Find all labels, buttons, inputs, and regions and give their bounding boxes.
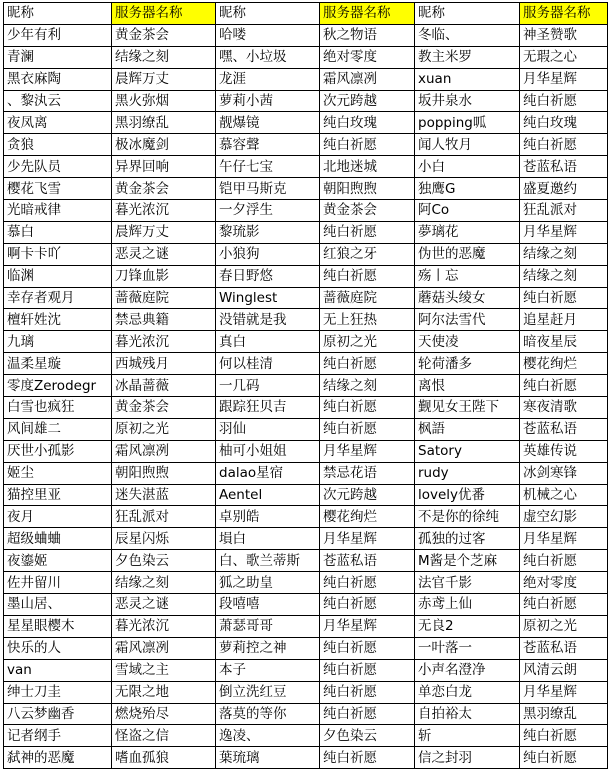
nickname-cell: 铠甲马斯克	[216, 178, 320, 200]
table-row	[4, 134, 608, 156]
nickname-cell: 伪世的恶魔	[415, 243, 520, 265]
nickname-cell: 光暗戒律	[4, 200, 112, 222]
server-name-cell: 结缘之刻	[520, 243, 608, 265]
nickname-cell: 天使凌	[415, 331, 520, 353]
nickname-cell: Satory	[415, 440, 520, 462]
table-row	[4, 725, 608, 747]
header-row	[4, 3, 608, 25]
server-name-cell: 禁忌典籍	[112, 309, 216, 331]
nickname-cell: 黎琉影	[216, 221, 320, 243]
table-row	[4, 550, 608, 572]
server-name-cell: 原初之光	[520, 615, 608, 637]
server-name-cell: 虚空幻影	[520, 506, 608, 528]
nickname-cell: 少年有利	[4, 24, 112, 46]
nickname-cell: 小声名澄净	[415, 659, 520, 681]
nickname-cell: 单恋白龙	[415, 681, 520, 703]
table-row	[4, 594, 608, 616]
server-name-cell: 狂乱派对	[112, 506, 216, 528]
server-name-cell: 纯白祈愿	[520, 747, 608, 769]
nickname-cell: 觐见女王陛下	[415, 397, 520, 419]
nickname-cell: 靓爆镜	[216, 112, 320, 134]
nickname-cell: 没错就是我	[216, 309, 320, 331]
nickname-cell: 超级蛐蛐	[4, 528, 112, 550]
server-name-cell: 结缘之刻	[112, 46, 216, 68]
server-name-cell: 追星赶月	[520, 309, 608, 331]
table-row	[4, 353, 608, 375]
table-row	[4, 265, 608, 287]
nickname-header: 昵称	[415, 3, 520, 25]
nickname-cell: Winglest	[216, 287, 320, 309]
nickname-cell: 柚可小姐姐	[216, 440, 320, 462]
nickname-cell: 白、歌兰蒂斯	[216, 550, 320, 572]
server-name-cell: 纯白祈愿	[520, 725, 608, 747]
nickname-cell: 不是你的徐纯	[415, 506, 520, 528]
table-row	[4, 659, 608, 681]
server-name-cell: 英雄传说	[520, 440, 608, 462]
server-name-cell: 寒夜清歌	[520, 397, 608, 419]
nickname-cell: 星星眼樱木	[4, 615, 112, 637]
server-name-cell: 机械之心	[520, 484, 608, 506]
nickname-cell: 青澜	[4, 46, 112, 68]
nickname-cell: 斩	[415, 725, 520, 747]
server-name-cell: 纯白祈愿	[320, 572, 415, 594]
server-name-cell: 月华星辉	[520, 528, 608, 550]
nickname-cell: lovely优番	[415, 484, 520, 506]
nickname-cell: 闻人牧月	[415, 134, 520, 156]
server-name-cell: 晨辉万丈	[112, 221, 216, 243]
table-row	[4, 528, 608, 550]
table-row	[4, 375, 608, 397]
nickname-cell: xuan	[415, 68, 520, 90]
nickname-cell: 墨山居、	[4, 594, 112, 616]
table-row	[4, 221, 608, 243]
nickname-cell: van	[4, 659, 112, 681]
nickname-cell: 落莫的等你	[216, 703, 320, 725]
nickname-cell: 檀轩姓沈	[4, 309, 112, 331]
table-row	[4, 309, 608, 331]
nickname-cell: 快乐的人	[4, 637, 112, 659]
table-row	[4, 418, 608, 440]
nickname-cell: dalao星宿	[216, 462, 320, 484]
nickname-cell: 一叶落一	[415, 637, 520, 659]
server-name-cell: 纯白祈愿	[520, 550, 608, 572]
nickname-cell: 萝莉控之神	[216, 637, 320, 659]
nickname-cell: 倒立洗红豆	[216, 681, 320, 703]
nickname-cell: 猫控里亚	[4, 484, 112, 506]
table-row	[4, 484, 608, 506]
table-row	[4, 46, 608, 68]
server-name-cell: 风清云朗	[520, 659, 608, 681]
server-name-cell: 纯白玫瑰	[520, 112, 608, 134]
nickname-cell: 小狼狗	[216, 243, 320, 265]
server-name-cell: 辰星闪烁	[112, 528, 216, 550]
nickname-cell: 段嘻嘻	[216, 594, 320, 616]
nickname-cell: 春日野悠	[216, 265, 320, 287]
server-name-header: 服务器名称	[520, 3, 608, 25]
server-name-cell: 纯白祈愿	[320, 637, 415, 659]
server-name-cell: 刀锋血影	[112, 265, 216, 287]
server-name-cell: 霜风凛冽	[112, 637, 216, 659]
server-name-cell: 黑羽缭乱	[112, 112, 216, 134]
table-row	[4, 90, 608, 112]
server-name-cell: 结缘之刻	[112, 572, 216, 594]
server-name-cell: 暗夜星辰	[520, 331, 608, 353]
table-row	[4, 637, 608, 659]
nickname-cell: 阿Co	[415, 200, 520, 222]
table-row	[4, 681, 608, 703]
table-row	[4, 397, 608, 419]
server-name-cell: 月华星辉	[520, 68, 608, 90]
nickname-cell: 嘿、小垃圾	[216, 46, 320, 68]
nickname-cell: 一几码	[216, 375, 320, 397]
server-name-cell: 次元跨越	[320, 90, 415, 112]
nickname-cell: Aentel	[216, 484, 320, 506]
nickname-cell: 自拍裕太	[415, 703, 520, 725]
server-name-cell: 无瑕之心	[520, 46, 608, 68]
server-name-cell: 樱花绚烂	[320, 506, 415, 528]
nickname-cell: 九璃	[4, 331, 112, 353]
nickname-cell: 慕白	[4, 221, 112, 243]
server-name-cell: 极冰魔剑	[112, 134, 216, 156]
nickname-cell: 记者纲手	[4, 725, 112, 747]
server-name-cell: 朝阳煦煦	[320, 178, 415, 200]
nickname-cell: 真白	[216, 331, 320, 353]
nickname-cell: 萧瑟哥哥	[216, 615, 320, 637]
nickname-cell: 萝莉小茜	[216, 90, 320, 112]
nickname-cell: 蘑菇头绫女	[415, 287, 520, 309]
server-name-cell: 月华星辉	[320, 615, 415, 637]
server-name-cell: 月华星辉	[320, 440, 415, 462]
server-name-cell: 纯白祈愿	[320, 594, 415, 616]
server-name-cell: 黄金茶会	[112, 178, 216, 200]
nickname-cell: 一夕浮生	[216, 200, 320, 222]
server-name-cell: 恶灵之谜	[112, 243, 216, 265]
server-name-cell: 狂乱派对	[520, 200, 608, 222]
table-row	[4, 572, 608, 594]
server-name-cell: 夕色染云	[112, 550, 216, 572]
nickname-cell: 哈喽	[216, 24, 320, 46]
nickname-cell: 赤鸢上仙	[415, 594, 520, 616]
nickname-cell: popping呱	[415, 112, 520, 134]
server-name-header: 服务器名称	[320, 3, 415, 25]
server-name-cell: 冰剑寒锋	[520, 462, 608, 484]
server-name-cell: 盛夏邀约	[520, 178, 608, 200]
nickname-cell: 坂井泉水	[415, 90, 520, 112]
nickname-cell: 教主米罗	[415, 46, 520, 68]
nickname-cell: 阿尔法雪代	[415, 309, 520, 331]
nickname-cell: 夜凤离	[4, 112, 112, 134]
table-row	[4, 506, 608, 528]
server-name-cell: 北地迷城	[320, 156, 415, 178]
nickname-cell: 跟踪狂贝吉	[216, 397, 320, 419]
table-row	[4, 178, 608, 200]
server-name-cell: 原初之光	[320, 331, 415, 353]
server-name-cell: 霜风凛冽	[112, 440, 216, 462]
nickname-cell: 冬临、	[415, 24, 520, 46]
nickname-cell: 夜月	[4, 506, 112, 528]
nickname-cell: 孤独的过客	[415, 528, 520, 550]
server-name-cell: 黄金茶会	[112, 397, 216, 419]
server-name-cell: 红狼之牙	[320, 243, 415, 265]
nickname-cell: 风间雄二	[4, 418, 112, 440]
table-row	[4, 243, 608, 265]
server-name-cell: 黑羽缭乱	[520, 703, 608, 725]
table-row	[4, 703, 608, 725]
server-name-cell: 月华星辉	[520, 681, 608, 703]
nickname-header: 昵称	[216, 3, 320, 25]
nickname-cell: rudy	[415, 462, 520, 484]
server-name-cell: 黄金茶会	[320, 200, 415, 222]
nickname-cell: 信之封羽	[415, 747, 520, 769]
server-name-cell: 苍蓝私语	[520, 418, 608, 440]
nickname-cell: 法官千影	[415, 572, 520, 594]
server-name-cell: 暮光浓沉	[112, 615, 216, 637]
table-row	[4, 331, 608, 353]
server-name-cell: 纯白祈愿	[320, 397, 415, 419]
nickname-cell: 厌世小孤影	[4, 440, 112, 462]
nickname-cell: 少先队员	[4, 156, 112, 178]
server-name-cell: 纯白祈愿	[320, 265, 415, 287]
nickname-cell: 午仔七宝	[216, 156, 320, 178]
nickname-cell: 塤白	[216, 528, 320, 550]
nickname-cell: 零度Zerodegr	[4, 375, 112, 397]
server-name-cell: 无上狂热	[320, 309, 415, 331]
nickname-cell: 枫語	[415, 418, 520, 440]
server-name-cell: 无限之地	[112, 681, 216, 703]
nickname-cell: 八云梦幽香	[4, 703, 112, 725]
table-body	[4, 24, 608, 768]
nickname-cell: 黑衣麻陶	[4, 68, 112, 90]
server-name-cell: 夕色染云	[320, 725, 415, 747]
server-name-cell: 纯白祈愿	[320, 659, 415, 681]
nickname-cell: 葉琉璃	[216, 747, 320, 769]
nickname-cell: 无良2	[415, 615, 520, 637]
server-name-cell: 原初之光	[112, 418, 216, 440]
server-name-cell: 苍蓝私语	[520, 156, 608, 178]
server-name-cell: 暮光浓沉	[112, 200, 216, 222]
server-name-cell: 黑火弥烟	[112, 90, 216, 112]
table-row	[4, 200, 608, 222]
nickname-cell: 本子	[216, 659, 320, 681]
server-name-cell: 月华星辉	[520, 221, 608, 243]
nickname-cell: 卓别皓	[216, 506, 320, 528]
nickname-cell: 龙涯	[216, 68, 320, 90]
table-row	[4, 462, 608, 484]
server-name-cell: 蔷薇庭院	[112, 287, 216, 309]
server-name-cell: 雪域之主	[112, 659, 216, 681]
nickname-cell: 绅士刀圭	[4, 681, 112, 703]
server-name-cell: 迷失湛蓝	[112, 484, 216, 506]
nickname-cell: 弑神的恶魔	[4, 747, 112, 769]
server-name-cell: 绝对零度	[520, 572, 608, 594]
server-name-header: 服务器名称	[112, 3, 216, 25]
nickname-cell: 姬尘	[4, 462, 112, 484]
server-name-cell: 樱花绚烂	[520, 353, 608, 375]
server-name-cell: 纯白祈愿	[320, 703, 415, 725]
server-name-cell: 蔷薇庭院	[320, 287, 415, 309]
server-name-cell: 霜风凛冽	[320, 68, 415, 90]
server-name-cell: 嗜血孤狼	[112, 747, 216, 769]
server-name-cell: 苍蓝私语	[320, 550, 415, 572]
server-name-cell: 纯白祈愿	[520, 134, 608, 156]
server-name-cell: 纯白祈愿	[320, 134, 415, 156]
server-name-cell: 苍蓝私语	[520, 637, 608, 659]
nickname-cell: 夢璃花	[415, 221, 520, 243]
nickname-cell: 贪狼	[4, 134, 112, 156]
server-name-cell: 神圣赞歌	[520, 24, 608, 46]
server-name-cell: 结缘之刻	[320, 375, 415, 397]
nickname-cell: 夜鎏姬	[4, 550, 112, 572]
table-row	[4, 747, 608, 769]
nickname-cell: 白雪也疯狂	[4, 397, 112, 419]
server-name-cell: 纯白祈愿	[520, 90, 608, 112]
nickname-cell: 慕容聲	[216, 134, 320, 156]
server-name-cell: 禁忌花语	[320, 462, 415, 484]
nickname-cell: 轮荷潘多	[415, 353, 520, 375]
nickname-cell: 小白	[415, 156, 520, 178]
server-name-cell: 纯白祈愿	[320, 681, 415, 703]
table-row	[4, 112, 608, 134]
server-name-cell: 纯白祈愿	[320, 418, 415, 440]
table-row	[4, 156, 608, 178]
server-name-cell: 秋之物语	[320, 24, 415, 46]
server-name-cell: 冰晶蔷薇	[112, 375, 216, 397]
nickname-cell: 何以桂清	[216, 353, 320, 375]
server-name-cell: 晨辉万丈	[112, 68, 216, 90]
nickname-cell: 樱花飞雪	[4, 178, 112, 200]
table-row	[4, 615, 608, 637]
server-name-cell: 异界回响	[112, 156, 216, 178]
table-row	[4, 68, 608, 90]
nickname-header: 昵称	[4, 3, 112, 25]
nickname-cell: 啊卡卡吖	[4, 243, 112, 265]
server-name-cell: 暮光浓沉	[112, 331, 216, 353]
nickname-cell: 临渊	[4, 265, 112, 287]
nickname-cell: 幸存者观月	[4, 287, 112, 309]
server-name-cell: 纯白祈愿	[320, 353, 415, 375]
server-name-cell: 纯白祈愿	[320, 747, 415, 769]
server-name-cell: 绝对零度	[320, 46, 415, 68]
nickname-cell: M酱是个芝麻	[415, 550, 520, 572]
table-row	[4, 440, 608, 462]
nickname-cell: 温柔星璇	[4, 353, 112, 375]
server-name-cell: 月华星辉	[320, 528, 415, 550]
nickname-cell: 逸凌、	[216, 725, 320, 747]
server-name-cell: 次元跨越	[320, 484, 415, 506]
server-name-cell: 恶灵之谜	[112, 594, 216, 616]
nickname-cell: 羽仙	[216, 418, 320, 440]
nickname-cell: 殇丨忘	[415, 265, 520, 287]
nickname-cell: 佐井留川	[4, 572, 112, 594]
server-name-cell: 朝阳煦煦	[112, 462, 216, 484]
server-name-cell: 燃烧殆尽	[112, 703, 216, 725]
server-name-cell: 黄金茶会	[112, 24, 216, 46]
nickname-cell: 狐之助皇	[216, 572, 320, 594]
server-name-table	[3, 2, 608, 769]
nickname-cell: 独鹰G	[415, 178, 520, 200]
server-name-cell: 怪盗之信	[112, 725, 216, 747]
server-name-cell: 纯白祈愿	[520, 287, 608, 309]
server-name-cell: 纯白祈愿	[520, 375, 608, 397]
nickname-cell: 、黎汍云	[4, 90, 112, 112]
nickname-cell: 离恨	[415, 375, 520, 397]
server-name-cell: 纯白玫瑰	[320, 112, 415, 134]
table-row	[4, 287, 608, 309]
server-name-cell: 纯白祈愿	[520, 594, 608, 616]
server-name-cell: 西城残月	[112, 353, 216, 375]
table-row	[4, 24, 608, 46]
server-name-cell: 纯白祈愿	[320, 221, 415, 243]
server-name-cell: 结缘之刻	[520, 265, 608, 287]
